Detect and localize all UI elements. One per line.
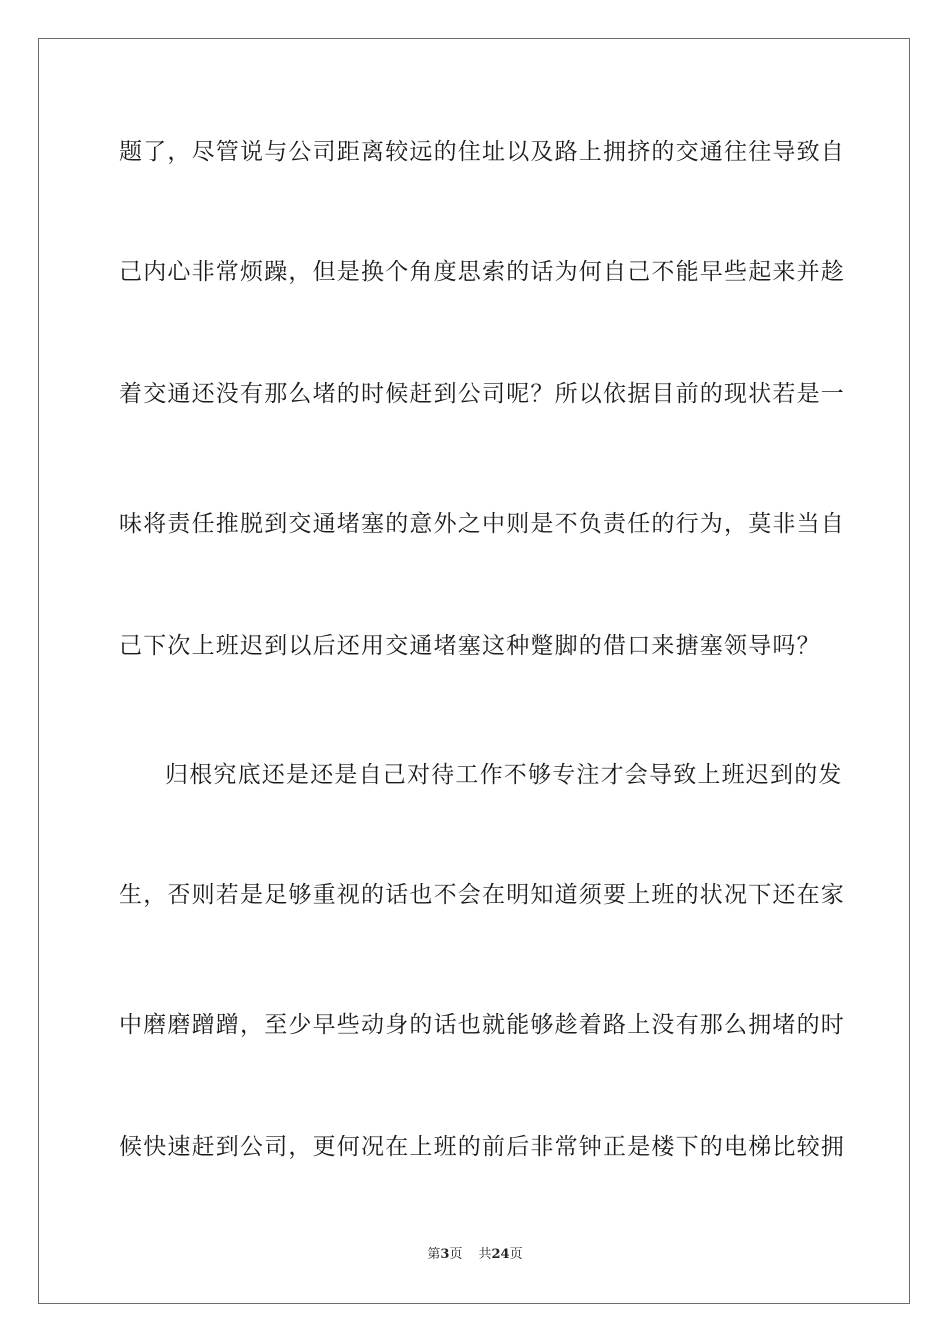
paragraph-line: 着交通还没有那么堵的时候赶到公司呢？所以依据目前的现状若是一 — [119, 381, 845, 407]
total-pages: 24 — [491, 1247, 510, 1262]
total-suffix: 页 — [509, 1247, 523, 1262]
page-border — [38, 38, 910, 1304]
paragraph-line: 己内心非常烦躁，但是换个角度思索的话为何自己不能早些起来并趁 — [119, 259, 845, 285]
total-prefix: 共 — [478, 1247, 492, 1262]
paragraph-first-line: 归根究底还是还是自己对待工作不够专注才会导致上班迟到的发 — [165, 762, 843, 788]
page-footer — [0, 1247, 950, 1263]
paragraph-line: 味将责任推脱到交通堵塞的意外之中则是不负责任的行为，莫非当自 — [119, 511, 845, 537]
paragraph-line: 己下次上班迟到以后还用交通堵塞这种蹩脚的借口来搪塞领导吗？ — [119, 633, 821, 659]
paragraph-line: 生，否则若是足够重视的话也不会在明知道须要上班的状况下还在家 — [119, 882, 845, 908]
paragraph-line: 候快速赶到公司，更何况在上班的前后非常钟正是楼下的电梯比较拥 — [119, 1134, 845, 1160]
page-suffix: 页 — [449, 1247, 463, 1262]
page-number: 3 — [440, 1247, 450, 1262]
page-prefix: 第 — [427, 1247, 441, 1262]
paragraph-line: 题了，尽管说与公司距离较远的住址以及路上拥挤的交通往往导致自 — [119, 139, 845, 165]
paragraph-line: 中磨磨蹭蹭，至少早些动身的话也就能够趁着路上没有那么拥堵的时 — [119, 1012, 845, 1038]
